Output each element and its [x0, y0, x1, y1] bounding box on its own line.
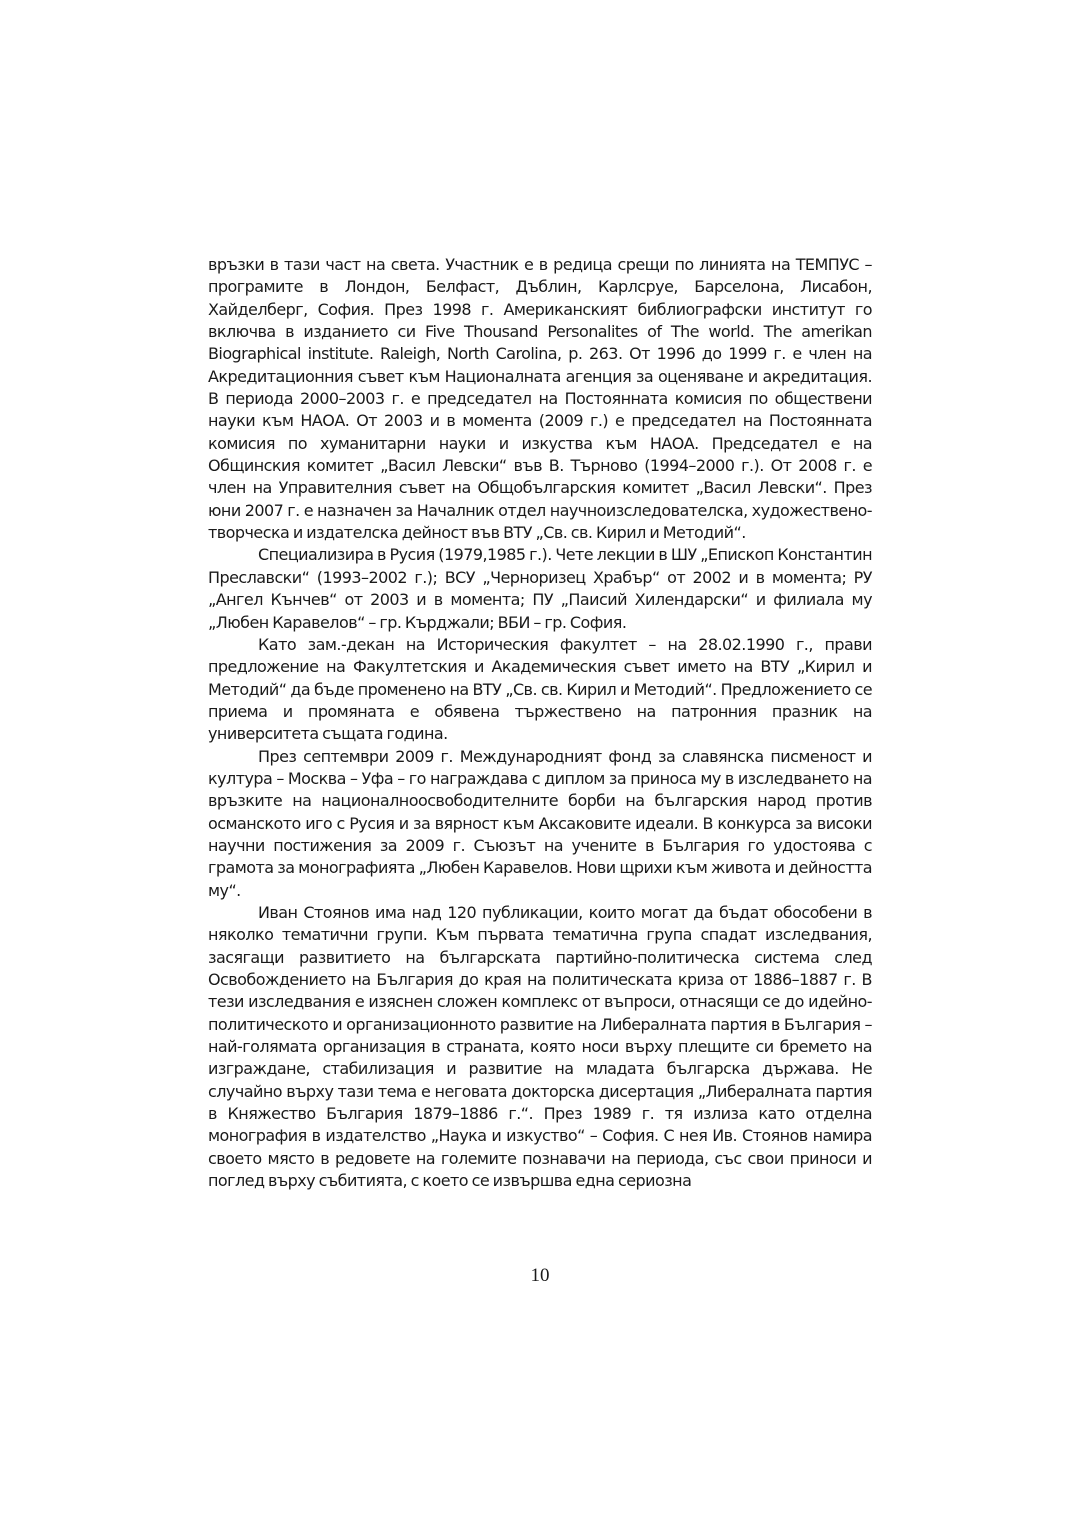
- paragraph-continuation: връзки в тази част на света. Участник е в редица срещи по линията на ТЕМПУС – програмите в Лондон, Белфаст, Дъблин, Карлсруе, Барселона, Лисабон, Хайделберг, София. През 1998 г. Американският библиографски институт го включва в изданието си Five Thousand Personalites of The world. The amerikan Biographical institute. Raleigh, North Carolina, p. 263. От 1996 до 1999 г. е член на Акредитационния съвет към Националната агенция за оценяване и акредитация. В периода 2000–2003 г. е председател на Постоянната комисия по обществени науки към НАОА. От 2003 и в момента (2009 г.) е председател на Постоянната комисия по хуманитарни науки и изкуства към НАОА. Председател е на Общинския комитет „Васил Левски“ във В. Търново (1994–2000 г.). От 2008 г. е член на Управителния съвет на Общобългарския комитет „Васил Левски“. През юни 2007 г. е назначен за Началник отдел научноизследователска, художествено-творческа и издателска дейност във ВТУ „Св. св. Кирил и Методий“.: [208, 255, 872, 543]
- paragraph-specialization: Специализира в Русия (1979,1985 г.). Чете лекции в ШУ „Епископ Константин Преславски“ (1993–2002 г.); ВСУ „Черноризец Храбър“ от 2002 и в момента; РУ „Ангел Кънчев“ от 2003 и в момента; ПУ „Паисий Хилендарски“ и филиала му „Любен Каравелов“ – гр. Кърджали; ВБИ – гр. София.: [208, 545, 872, 632]
- paragraph-awards: През септември 2009 г. Международният фонд за славянска писменост и култура – Москва – Уфа – го награждава с диплом за приноса му в изследването на връзките на националноосвободителните борби на българския народ против османското иго с Русия и за вярност към Аксаковите идеали. В конкурса за високи научни постижения за 2009 г. Съюзът на учените в България го удостоява с грамота за монографията „Любен Каравелов. Нови щрихи към живота и дейността му“.: [208, 746, 872, 900]
- paragraph-vice-dean: Като зам.-декан на Историческия факултет – на 28.02.1990 г., прави предложение на Факултетския и Академическия съвет името на ВТУ „Кирил и Методий“ да бъде променено на ВТУ „Св. св. Кирил и Методий“. Предложението се приема и промяната е обявена тържествено на патронния празник на университета същата година.: [208, 634, 872, 744]
- body-text: [208, 254, 872, 1192]
- page-number: 10: [530, 1265, 550, 1286]
- paragraph-publications: Иван Стоянов има над 120 публикации, които могат да бъдат обособени в няколко тематични групи. Към първата тематична група спадат изследвания, засягащи развитието на българската партийно-политическа система след Освобождението на България до края на политическата криза от 1886–1887 г. В тези изследвания е изяснен сложен комплекс от въпроси, отнасящи се до идейно-политическото и организационното развитие на Либералната партия в България – най-голямата организация в страната, която носи върху плещите си бремето на изграждане, стабилизация и развитие на младата българска държава. Не случайно върху тази тема е неговата докторска дисертация „Либералната партия в Княжество България 1879–1886 г.“. През 1989 г. тя излиза като отделна монография в издателство „Наука и изкуство“ – София. С нея Ив. Стоянов намира своето място в редовете на големите познавачи на периода, със свои приноси и поглед върху събитията, с което се извършва една сериозна: [208, 902, 872, 1191]
